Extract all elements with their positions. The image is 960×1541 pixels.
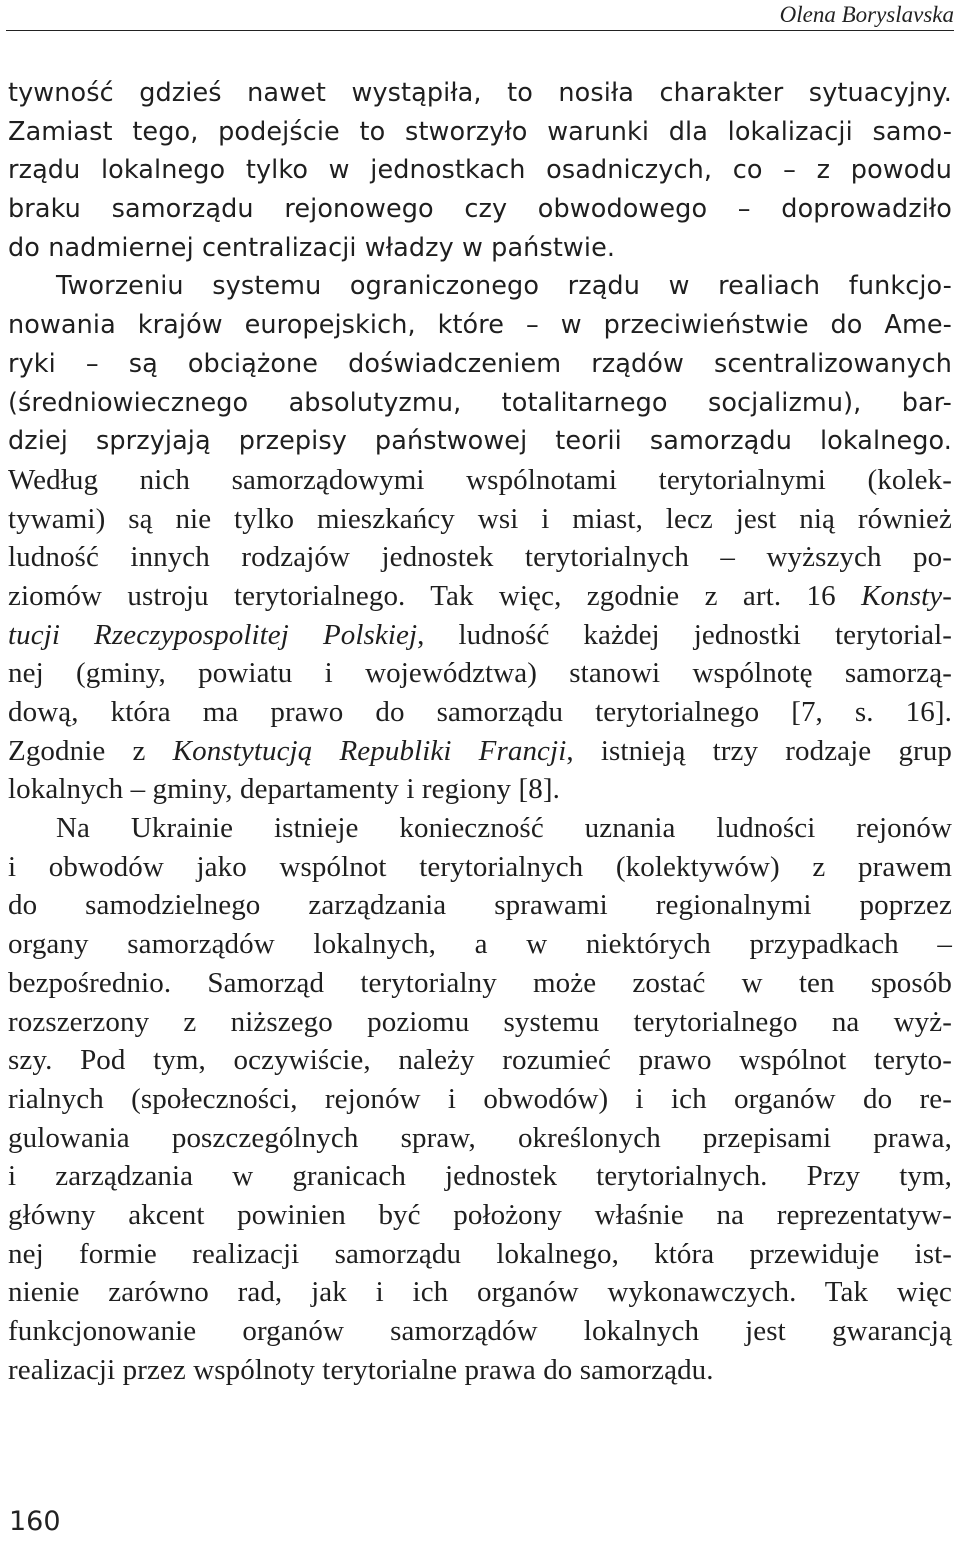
text-line: bezpośrednio. Samorząd terytorialny może zostać w ten sposób xyxy=(8,966,952,999)
text-line: dową, która ma prawo do samorządu terytorialnego [7, s. 16]. xyxy=(8,696,952,728)
text-line: braku samorządu rejonowego czy obwodowego – doprowadziło xyxy=(8,194,952,225)
text-line: nej (gminy, powiatu i województwa) stanowi wspólnotę samorzą- xyxy=(8,657,952,690)
text-line: realizacji przez wspólnoty terytorialne prawa do samorządu. xyxy=(8,1353,714,1386)
text-line: Zamiast tego, podejście to stworzyło warunki dla lokalizacji samo- xyxy=(8,116,952,147)
text-line: rozszerzony z niższego poziomu systemu terytorialnego na wyż- xyxy=(8,1005,952,1038)
text-line: funkcjonowanie organów samorządów lokalnych jest gwarancją xyxy=(8,1315,952,1347)
text-line: rialnych (społeczności, rejonów i obwodów) i ich organów do re- xyxy=(8,1082,952,1115)
text-line: Zgodnie z Konstytucją Republiki Francji, istnieją trzy rodzaje grup xyxy=(8,734,953,767)
text-line: do samodzielnego zarządzania sprawami regionalnymi poprzez xyxy=(8,889,952,922)
text-line: nowania krajów europejskich, które – w przeciwieństwie do Ame- xyxy=(8,310,952,341)
italic-title: tucji Rzeczypospolitej Polskiej xyxy=(8,618,418,651)
text-line: ludność innych rodzajów jednostek terytorialnych – wyższych po- xyxy=(8,541,952,574)
text-line: tucji Rzeczypospolitej Polskiej, ludność każdej jednostki terytorial- xyxy=(8,618,952,651)
text-line: ryki – są obciążone doświadczeniem rządów scentralizowanych xyxy=(8,348,952,379)
italic-title: Konsty- xyxy=(861,579,952,612)
text-line: główny akcent powinien być położony właśnie na reprezentatyw- xyxy=(8,1198,952,1231)
text-line: nej formie realizacji samorządu lokalnego, która przewiduje ist- xyxy=(8,1237,952,1270)
text-line: do nadmiernej centralizacji władzy w państwie. xyxy=(8,232,616,263)
text-line: lokalnych – gminy, departamenty i regiony [8]. xyxy=(8,773,560,806)
text-line: gulowania poszczególnych spraw, określonych przepisami prawa, xyxy=(8,1121,952,1154)
body-text xyxy=(8,74,952,1389)
text-line: organy samorządów lokalnych, a w niektórych przypadkach – xyxy=(8,928,952,961)
text-line: Na Ukrainie istnieje konieczność uznania ludności rejonów xyxy=(56,812,952,845)
italic-title: Konstytucją Republiki Francji xyxy=(172,734,567,767)
running-header-author: Olena Boryslavska xyxy=(779,2,954,27)
text-line: (średniowiecznego absolutyzmu, totalitarnego socjalizmu), bar- xyxy=(8,387,952,418)
text-line: Tworzeniu systemu ograniczonego rządu w realiach funkcjo- xyxy=(56,271,952,302)
text-line: i zarządzania w granicach jednostek terytorialnych. Przy tym, xyxy=(8,1160,952,1193)
text-line: dziej sprzyjają przepisy państwowej teorii samorządu lokalnego. xyxy=(8,426,952,457)
text-line: szy. Pod tym, oczywiście, należy rozumieć prawo wspólnot teryto- xyxy=(8,1044,952,1077)
running-header xyxy=(6,0,954,31)
text-line: tywność gdzieś nawet wystąpiła, to nosiła charakter sytuacyjny. xyxy=(8,78,952,108)
text-line: rządu lokalnego tylko w jednostkach osadniczych, co – z powodu xyxy=(8,155,952,186)
page-number: 160 xyxy=(9,1506,61,1537)
text-line: Według nich samorządowymi wspólnotami terytorialnymi (kolek- xyxy=(8,463,952,496)
text-line: nienie zarówno rad, jak i ich organów wykonawczych. Tak więc xyxy=(8,1276,952,1309)
text-line: ziomów ustroju terytorialnego. Tak więc, zgodnie z art. 16 Konsty- xyxy=(8,579,952,612)
text-line: tywami) są nie tylko mieszkańcy wsi i miast, lecz jest nią również xyxy=(8,502,952,535)
text-line: i obwodów jako wspólnot terytorialnych (kolektywów) z prawem xyxy=(8,850,952,883)
